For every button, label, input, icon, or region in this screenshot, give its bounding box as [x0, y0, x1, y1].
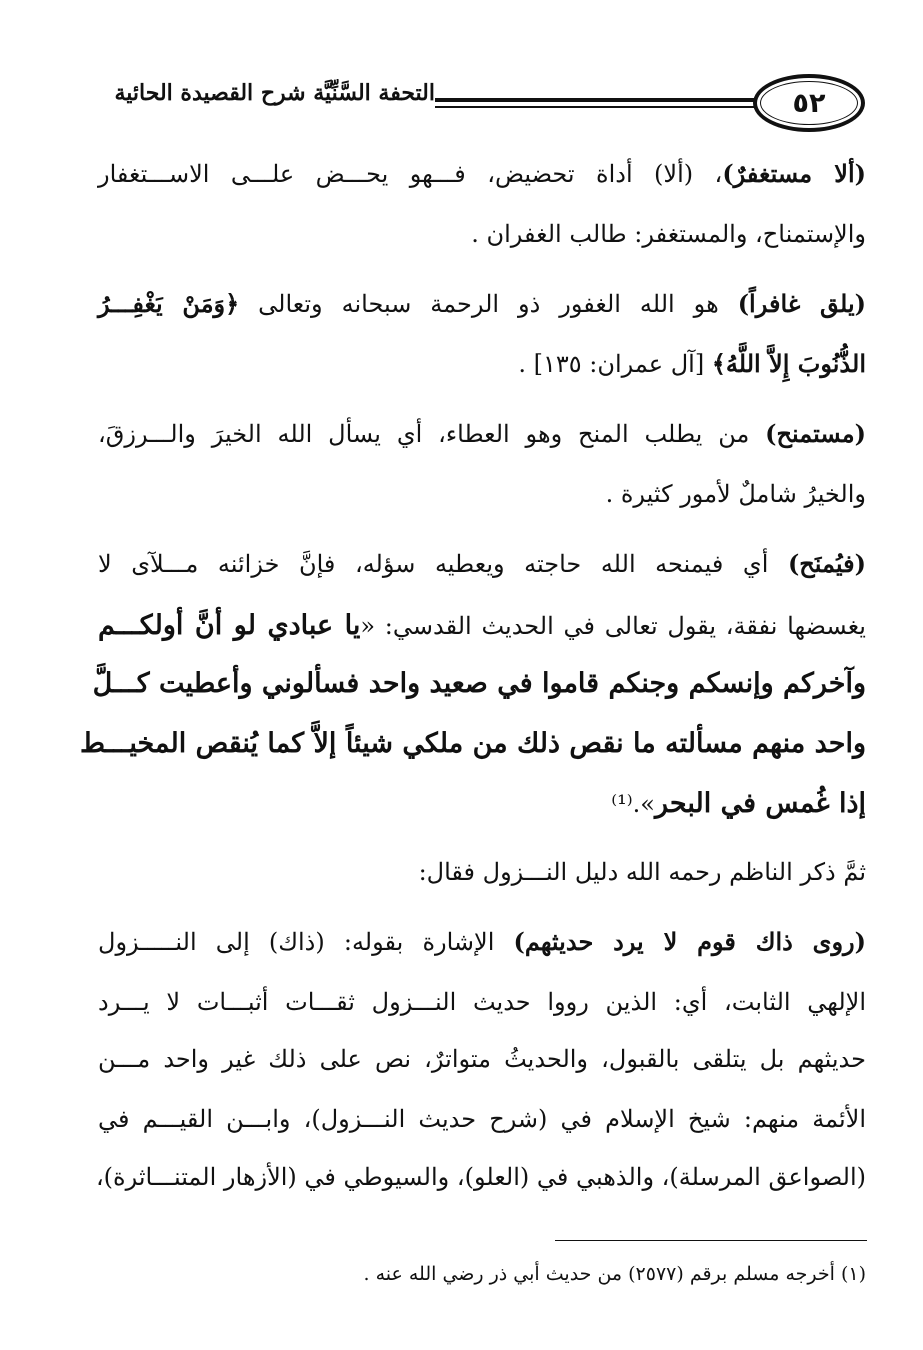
text-line	[98, 290, 866, 319]
bold-term: (يلق غافراً)	[737, 289, 866, 318]
text-run: [آل عمران: ١٣٥] .	[518, 350, 712, 378]
text-line	[98, 350, 866, 379]
text-run: والإستمناح، والمستغفر: طالب الغفران .	[471, 220, 866, 248]
bold-term: (فيُمنَح)	[787, 549, 866, 578]
text-line	[98, 610, 866, 642]
text-run: ثمَّ ذكر الناظم رحمه الله دليل النـــزول فقال:	[418, 858, 866, 886]
hadith-text: يا عبادي لو أنَّ أولكـــم	[98, 610, 361, 641]
text-run: الأئمة منهم: شيخ الإسلام في (شرح حديث النـــزول)، وابـــن القيـــم في	[98, 1105, 866, 1133]
text-line	[98, 1045, 866, 1074]
hadith-text: واحد منهم مسألته ما نقص ذلك من ملكي شيئاً إلاَّ كما يُنقص المخيـــط	[79, 728, 866, 759]
text-line	[95, 1163, 866, 1192]
text-run: ، (ألا) أداة تحضيض، فـــهو يحـــض علـــى الاســـتغفار	[98, 160, 723, 188]
text-line	[98, 420, 866, 449]
bold-term: ﴿وَمَنْ يَغْفِـــرُ	[98, 289, 240, 318]
text-run: (الصواعق المرسلة)، والذهبي في (العلو)، والسيوطي في (الأزهار المتنـــاثرة)،	[95, 1163, 866, 1191]
page-number-badge	[753, 74, 865, 132]
bold-term: الذُّنُوبَ إِلاَّ اللَّهُ﴾	[711, 349, 866, 378]
text-line	[92, 668, 866, 700]
bold-term: (ألا مستغفرٌ)	[722, 159, 867, 188]
hadith-text: وآخركم وإنسكم وجنكم قاموا في صعيد واحد فسألوني وأعطيت كـــلَّ	[92, 668, 866, 699]
text-run: أي فيمنحه الله حاجته ويعطيه سؤله، فإنَّ خزائنه مـــلآى لا	[98, 550, 788, 578]
text-line	[98, 988, 866, 1017]
text-line	[98, 858, 866, 887]
text-run: حديثهم بل يتلقى بالقبول، والحديثُ متواترٌ، نص على ذلك غير واحد مـــن	[98, 1045, 866, 1073]
text-line	[98, 480, 866, 509]
text-run: من يطلب المنح وهو العطاء، أي يسأل الله الخيرَ والـــرزقَ،	[98, 420, 766, 448]
text-line	[98, 788, 866, 820]
text-run: الإشارة بقوله: (ذاك) إلى النـــــزول	[98, 928, 514, 956]
hadith-text: إذا غُمس في البحر	[655, 788, 866, 819]
text-line	[98, 160, 866, 189]
text-line	[98, 220, 866, 249]
bold-term: (روى ذاك قوم لا يرد حديثهم)	[513, 927, 866, 956]
bold-term: (مستمنح)	[765, 419, 866, 448]
header-rule	[435, 98, 757, 108]
text-run: والخيرُ شاملٌ لأمور كثيرة .	[605, 480, 866, 508]
text-run: يغسضها نفقة، يقول تعالى في الحديث القدسي: «	[360, 612, 866, 640]
text-line	[98, 1105, 866, 1134]
text-run: الإلهي الثابت، أي: الذين رووا حديث النـــزول ثقـــات أثبـــات لا يـــرد	[98, 988, 866, 1016]
text-line	[98, 928, 866, 957]
footnote: (١) أخرجه مسلم برقم (٢٥٧٧) من حديث أبي ذر رضي الله عنه .	[363, 1263, 866, 1285]
page-header	[95, 70, 865, 140]
text-line	[98, 550, 866, 579]
text-run: ».⁽¹⁾	[611, 790, 655, 818]
footnote-separator	[555, 1240, 867, 1241]
running-title: التحفة السَّنِّيَّة شرح القصيدة الحائية	[114, 80, 435, 106]
text-run: هو الله الغفور ذو الرحمة سبحانه وتعالى	[239, 290, 738, 318]
page-number: ٥٢	[792, 87, 826, 119]
text-line	[79, 728, 866, 760]
